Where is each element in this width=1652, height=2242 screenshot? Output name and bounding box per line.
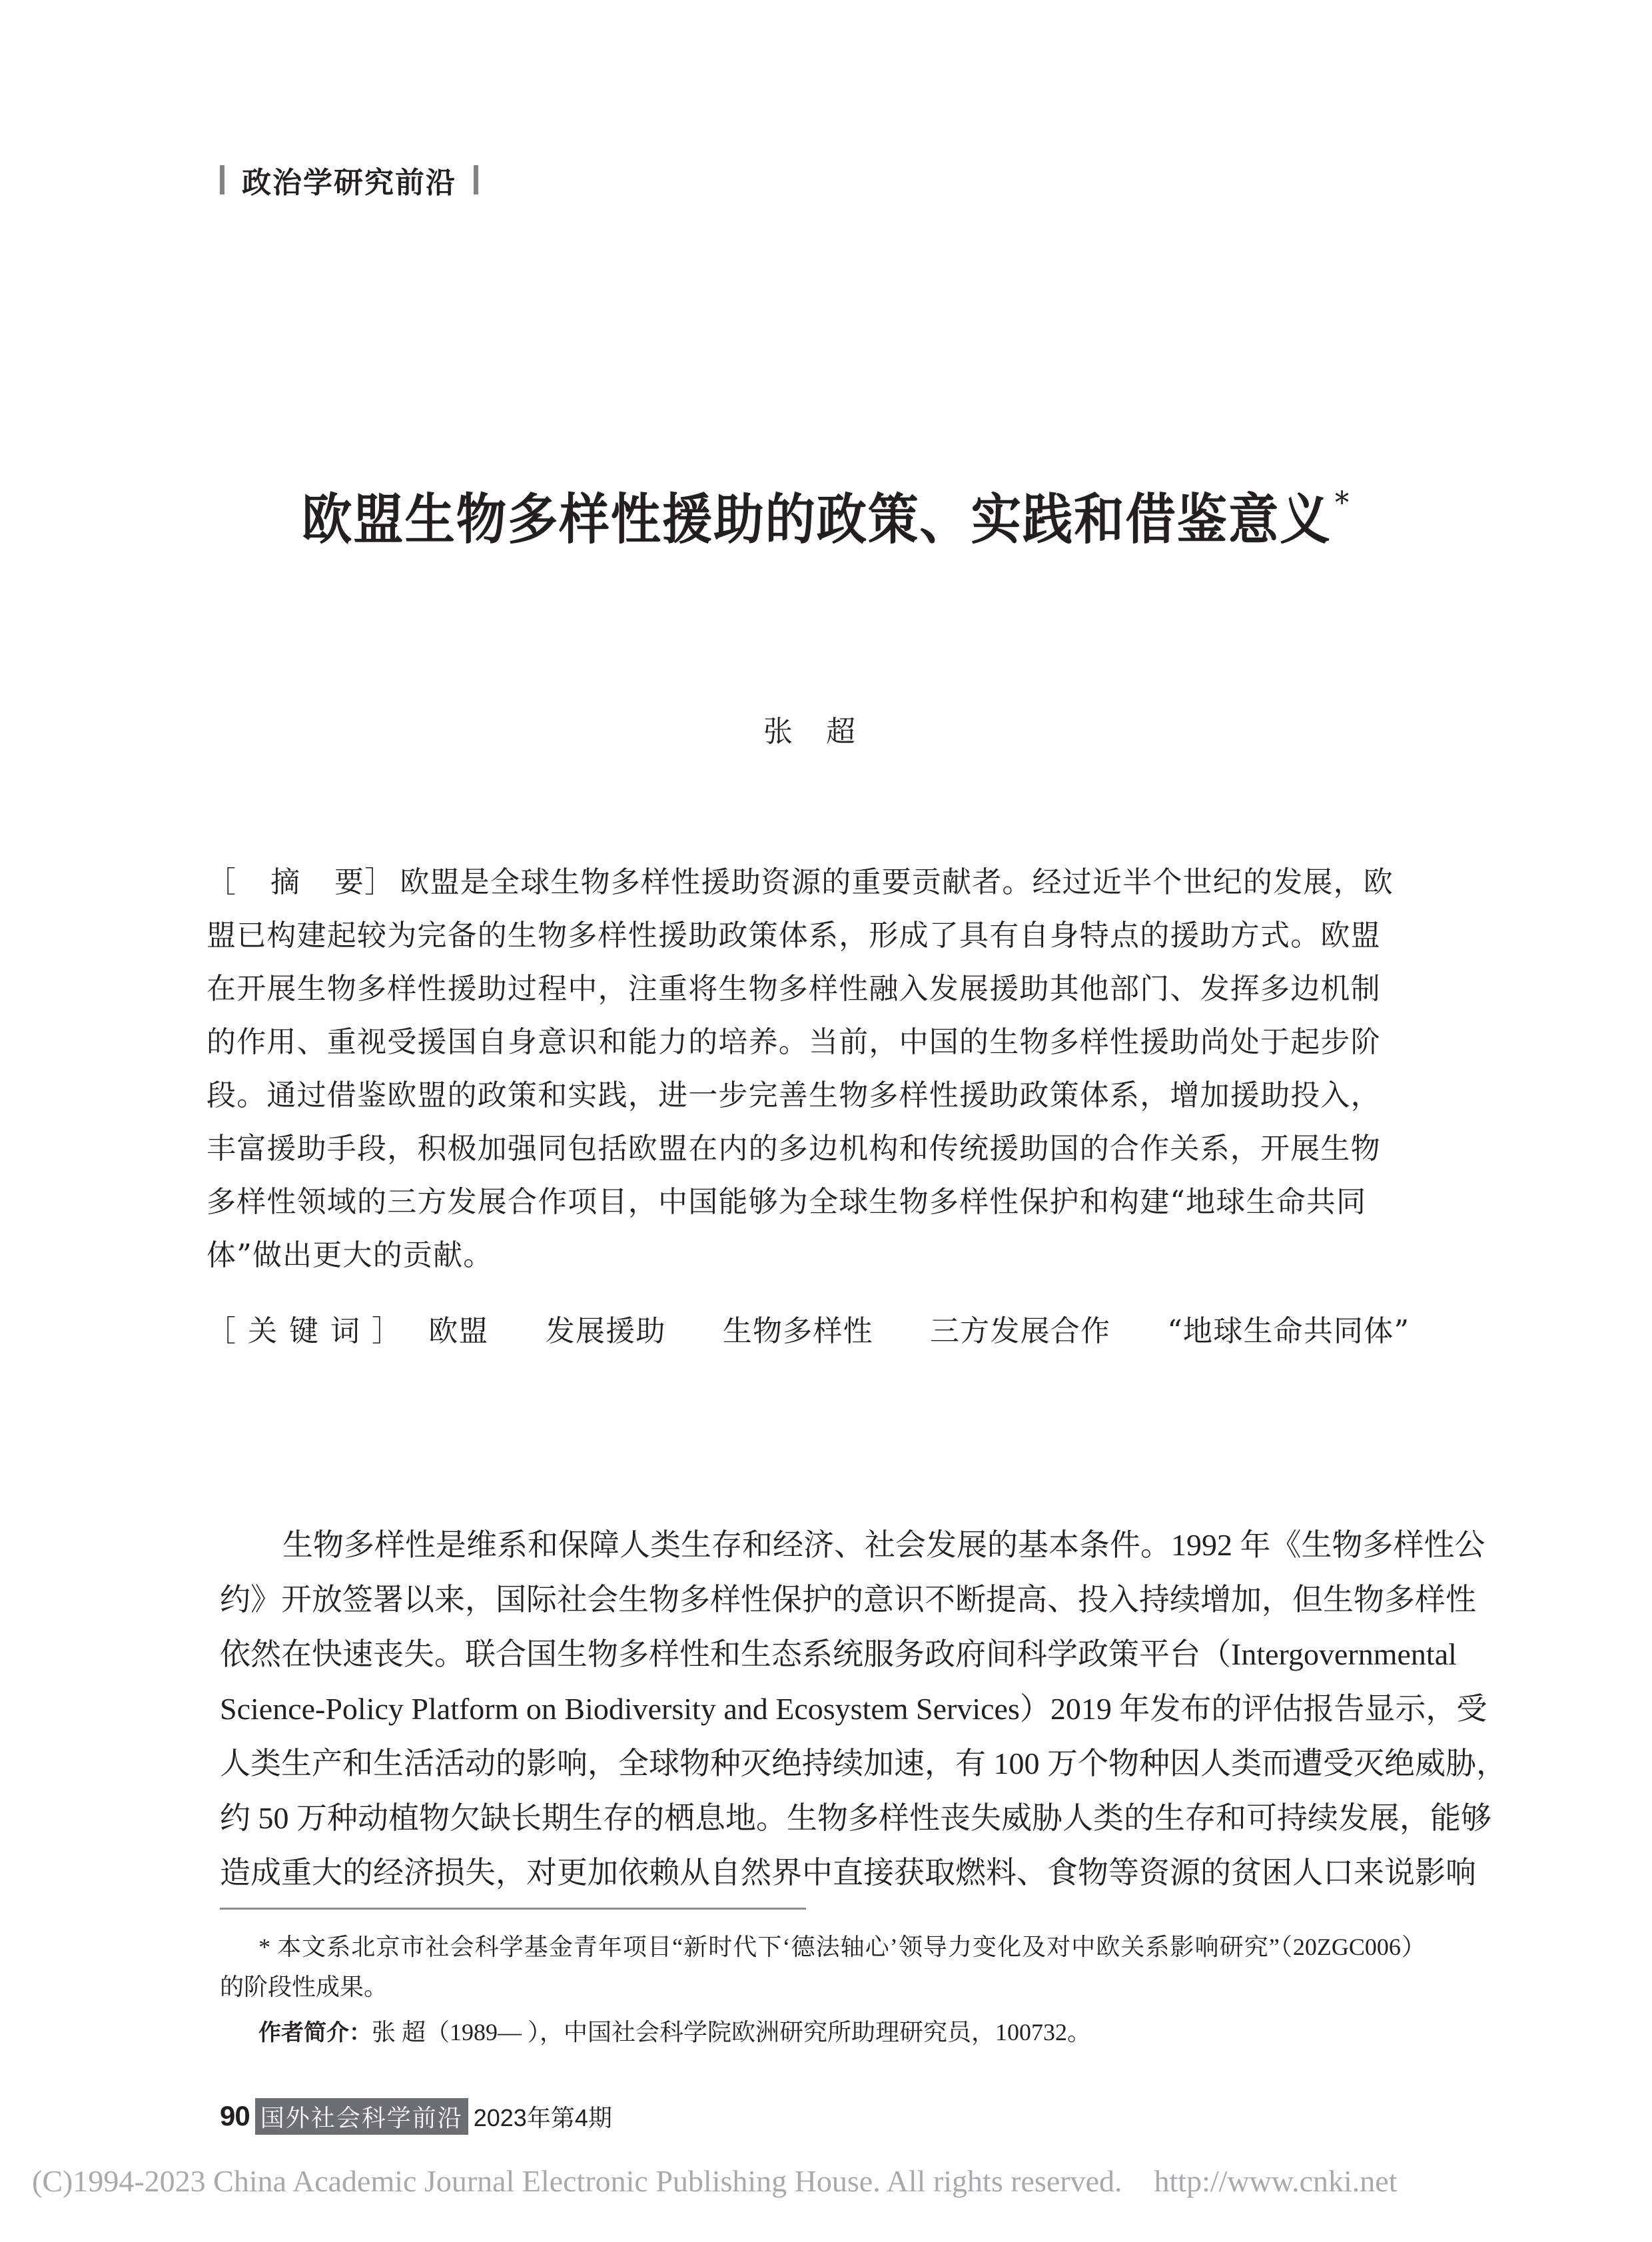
keyword-item: 生物多样性 bbox=[722, 1314, 873, 1348]
abstract-line: 多样性领域的三方发展合作项目，中国能够为全球生物多样性保护和构建“地球生命共同 bbox=[206, 1185, 1367, 1219]
abstract-line: ［摘要］ 欧盟是全球生物多样性援助资源的重要贡献者。经过近半个世纪的发展，欧 bbox=[206, 858, 1394, 901]
keywords-label: ［关键词］ bbox=[206, 1314, 413, 1348]
keyword-item: 三方发展合作 bbox=[929, 1314, 1111, 1348]
keyword-item: 欧盟 bbox=[428, 1314, 489, 1348]
abstract-line: 盟已构建起较为完备的生物多样性援助政策体系，形成了具有自身特点的援助方式。欧盟 bbox=[206, 919, 1381, 952]
footnote-funding-continued: 的阶段性成果。 bbox=[220, 1974, 388, 2000]
abstract-line: 丰富援助手段，积极加强同包括欧盟在内的多边机构和传统援助国的合作关系，开展生物 bbox=[206, 1132, 1381, 1166]
body-line: 约 50 万种动植物欠缺长期生存的栖息地。生物多样性丧失威胁人类的生存和可持续发展，能够 bbox=[220, 1801, 1491, 1835]
body-line: 约》开放签署以来，国际社会生物多样性保护的意识不断提高、投入持续增加，但生物多样性 bbox=[220, 1583, 1476, 1617]
section-bar-right bbox=[474, 165, 478, 194]
copyright-text: (C)1994-2023 China Academic Journal Electronic Publishing House. All rights reserved. bbox=[32, 2164, 1122, 2198]
body-line: 造成重大的经济损失，对更加依赖从自然界中直接获取燃料、食物等资源的贫困人口来说影响 bbox=[220, 1856, 1476, 1890]
footnote-divider bbox=[220, 1908, 806, 1910]
page-footer bbox=[220, 2101, 612, 2131]
abstract-line: 的作用、重视受援国自身意识和能力的培养。当前，中国的生物多样性援助尚处于起步阶 bbox=[206, 1025, 1381, 1059]
abstract-line: 在开展生物多样性援助过程中，注重将生物多样性融入发展援助其他部门、发挥多边机制 bbox=[206, 972, 1381, 1006]
footnote-author bbox=[258, 2014, 1091, 2048]
abstract-line: 体”做出更大的贡献。 bbox=[206, 1238, 494, 1272]
body-line: 生物多样性是维系和保障人类生存和经济、社会发展的基本条件。1992 年《生物多样性公 bbox=[282, 1528, 1485, 1562]
section-header bbox=[220, 160, 478, 200]
section-title: 政治学研究前沿 bbox=[242, 166, 456, 200]
keywords-row bbox=[206, 1307, 1456, 1349]
copyright-url[interactable]: http://www.cnki.net bbox=[1154, 2164, 1398, 2198]
section-bar-left bbox=[220, 165, 224, 194]
page-number: 90 bbox=[220, 2100, 250, 2131]
keyword-item: “地球生命共同体” bbox=[1167, 1314, 1410, 1348]
title-footnote-mark: * bbox=[1335, 484, 1351, 520]
article-title bbox=[66, 476, 1586, 554]
journal-issue: 2023年第4期 bbox=[473, 2103, 612, 2131]
copyright-notice bbox=[32, 2163, 1398, 2199]
journal-name: 国外社会科学前沿 bbox=[255, 2098, 468, 2135]
author-name: 张超 bbox=[763, 715, 889, 749]
body-line: 依然在快速丧失。联合国生物多样性和生态系统服务政府间科学政策平台（Intergovernmental bbox=[220, 1637, 1457, 1671]
article-title-text: 欧盟生物多样性援助的政策、实践和借鉴意义 bbox=[301, 488, 1332, 552]
footnote-funding: * 本文系北京市社会科学基金青年项目“新时代下‘德法轴心’领导力变化及对中欧关系影响研究”（20ZGC006） bbox=[258, 1934, 1426, 1960]
keyword-item: 发展援助 bbox=[545, 1314, 666, 1348]
body-line: 人类生产和生活活动的影响，全球物种灭绝持续加速，有 100 万个物种因人类而遭受灭绝威胁， bbox=[220, 1746, 1507, 1780]
body-line: Science-Policy Platform on Biodiversity and Ecosystem Services）2019 年发布的评估报告显示，受 bbox=[220, 1692, 1487, 1726]
author-intro-text: 张 超（1989— ），中国社会科学院欧洲研究所助理研究员，100732。 bbox=[372, 2019, 1092, 2046]
abstract-line: 段。通过借鉴欧盟的政策和实践，进一步完善生物多样性援助政策体系，增加援助投入， bbox=[206, 1078, 1381, 1112]
author-intro-label: 作者简介： bbox=[258, 2020, 372, 2046]
abstract-label: ［摘要］ bbox=[206, 865, 395, 899]
